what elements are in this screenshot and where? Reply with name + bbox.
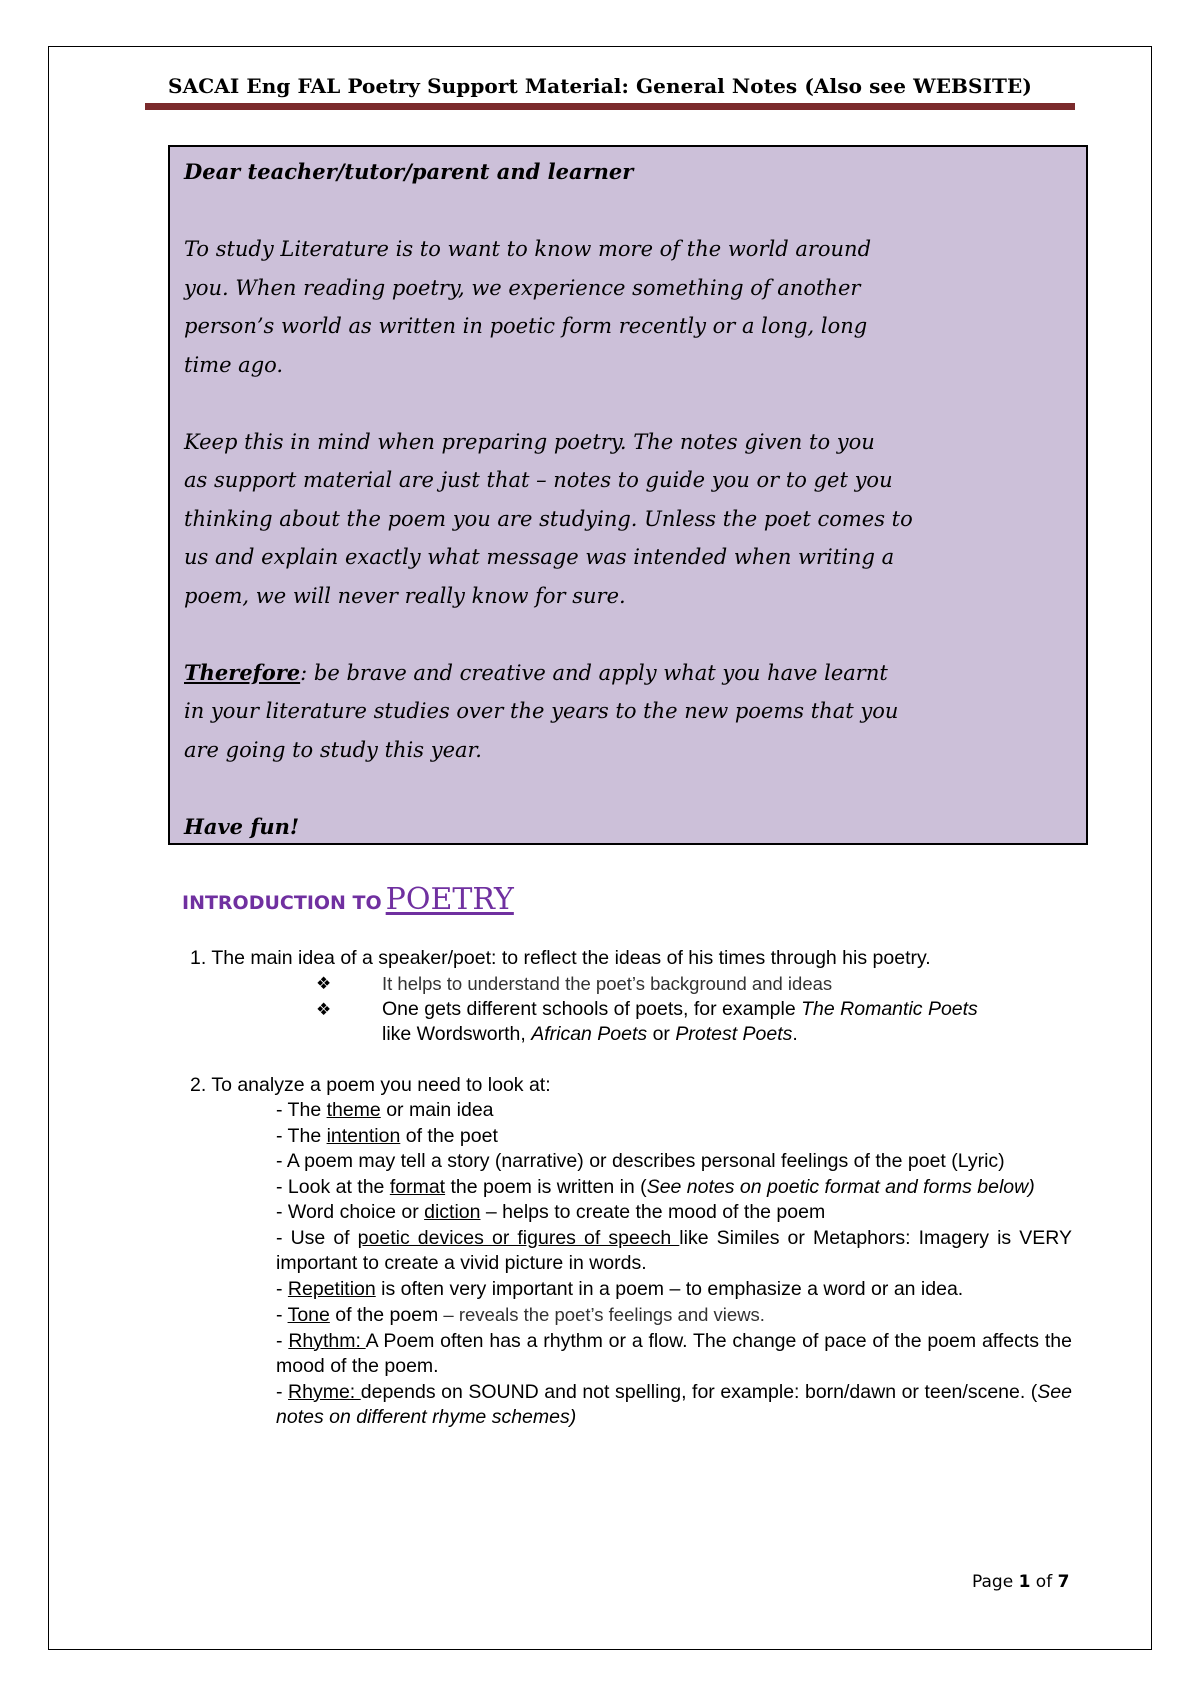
diamond-bullet-icon: ❖: [316, 974, 332, 993]
note-line: us and explain exactly what message was intended when writing a: [184, 545, 895, 569]
note-line: person’s world as written in poetic form recently or a long, long: [184, 314, 868, 338]
therefore-emphasis: Therefore: [184, 659, 301, 685]
section-heading: [182, 882, 514, 917]
list-item: - Repetition is often very important in a poem – to emphasize a word or an idea.: [276, 1277, 964, 1300]
bullet-list: [316, 971, 1096, 1048]
list-item: ❖ It helps to understand the poet’s background and ideas: [316, 971, 1096, 997]
letter-note-box: [168, 145, 1088, 845]
list-item: - Tone of the poem – reveals the poet’s feelings and views.: [276, 1304, 765, 1326]
list-item: - A poem may tell a story (narrative) or describes personal feelings of the poet (Lyric): [276, 1150, 1005, 1172]
note-line: poem, we will never really know for sure.: [184, 583, 626, 608]
note-line: time ago.: [184, 352, 284, 377]
list-item: - Use of poetic devices or figures of speech like Similes or Metaphors: Imagery is VERY important to create a vivid picture in words.: [276, 1226, 1073, 1274]
diamond-bullet-icon: ❖: [316, 999, 332, 1019]
list-item: - The intention of the poet: [276, 1124, 498, 1147]
note-line: To study Literature is to want to know more of the world around: [184, 237, 872, 261]
note-line: thinking about the poem you are studying. Unless the poet comes to: [184, 506, 913, 531]
list-item: - Look at the format the poem is written in (See notes on poetic format and forms below): [276, 1175, 1035, 1198]
note-line: you. When reading poetry, we experience something of another: [184, 275, 861, 300]
note-closing: Have fun!: [184, 813, 300, 839]
list-item-1: 1. The main idea of a speaker/poet: to reflect the ideas of his times through his poetry.: [190, 947, 931, 969]
list-item: - Word choice or diction – helps to create the mood of the poem: [276, 1201, 826, 1223]
note-line: Therefore: be brave and creative and apply what you have learnt: [184, 659, 888, 685]
document-header-title: SACAI Eng FAL Poetry Support Material: General Notes (Also see WEBSITE): [168, 74, 1032, 98]
analysis-sublist: [276, 1098, 1072, 1431]
heading-prefix: INTRODUCTION TO: [182, 892, 382, 914]
note-line: Keep this in mind when preparing poetry. The notes given to you: [184, 429, 875, 454]
header-divider: [145, 103, 1075, 110]
list-item: - The theme or main idea: [276, 1099, 494, 1121]
note-greeting: Dear teacher/tutor/parent and learner: [184, 159, 634, 184]
list-item: ❖ One gets different schools of poets, for example The Romantic Poets like Wordsworth, African Poets or Protest Poets.: [316, 997, 1096, 1048]
note-line: in your literature studies over the years to the new poems that you: [184, 699, 899, 723]
note-line: are going to study this year.: [184, 737, 482, 762]
note-line: as support material are just that – notes to guide you or to get you: [184, 468, 893, 492]
heading-main: POETRY: [385, 882, 514, 917]
list-item: - Rhyme: depends on SOUND and not spelling, for example: born/dawn or teen/scene. (See notes on different rhyme schemes): [276, 1380, 1072, 1428]
list-item-2: 2. To analyze a poem you need to look at:: [190, 1074, 551, 1096]
page-number: Page 1 of 7: [972, 1572, 1070, 1592]
list-item: - Rhythm: A Poem often has a rhythm or a flow. The change of pace of the poem affects the mood of the poem.: [276, 1329, 1072, 1377]
